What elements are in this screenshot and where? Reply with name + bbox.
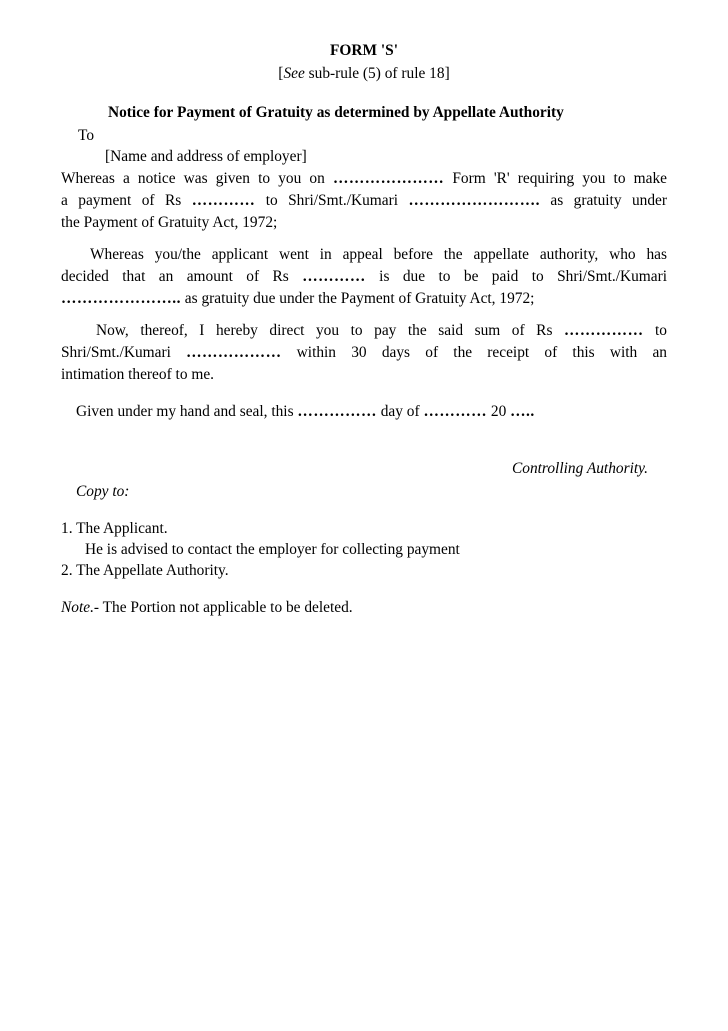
para1-line2 [61,190,667,212]
blank-day: …………… [297,403,377,420]
given-text: 20 [490,403,507,420]
given-text: day of [380,403,420,420]
blank-amount: …………… [564,322,644,339]
para3-line1 [96,320,667,342]
copy-item-1: 1. The Applicant. [61,520,168,537]
blank-month: ………… [423,403,488,420]
para1-text: to Shri/Smt./Kumari [265,192,398,209]
para1-text: Whereas a notice was given to you on [61,170,325,187]
subrule-reference [0,63,728,85]
para2-line2 [61,266,667,288]
given-text: Given under my hand and seal, this [76,403,294,420]
blank-payee: ……………………. [408,192,540,209]
para1-text: Form 'R' requiring you to make [452,170,667,187]
note-text: The Portion not applicable to be deleted. [99,599,353,616]
para2-text: is due to be paid to Shri/Smt./Kumari [379,268,667,285]
copy-to-label: Copy to: [76,483,130,500]
note-label: Note.- [61,599,100,616]
copy-item-1-note: He is advised to contact the employer for collecting payment [85,541,460,558]
blank-payee: ………………….. [61,290,181,307]
blank-notice-date: ………………… [332,170,445,187]
subrule-see: See [283,65,305,82]
blank-year: ….. [510,403,535,420]
para2-line3 [61,288,534,310]
para2-line1: Whereas you/the applicant went in appeal before the appellate authority, who has [90,246,667,263]
subrule-open: [ [278,65,284,82]
para3-line3: intimation thereof to me. [61,366,215,383]
address-to: To [78,127,95,144]
para3-line2 [61,342,667,364]
blank-amount: ………… [302,268,366,285]
para1-line3: the Payment of Gratuity Act, 1972; [61,214,278,231]
para1-text: as gratuity under [550,192,668,209]
employer-placeholder: [Name and address of employer] [105,148,307,165]
para2-text: decided that an amount of Rs [61,268,289,285]
para2-text: as gratuity due under the Payment of Gratuity Act, 1972; [184,290,535,307]
form-title: FORM 'S' [330,42,398,59]
para1-text: a payment of Rs [61,192,182,209]
para1-line1 [61,168,667,190]
para3-text: to [655,322,667,339]
given-line [76,401,535,423]
para3-text: within 30 days of the receipt of this with an [296,344,667,361]
subrule-rest: sub-rule (5) of rule 18] [308,65,450,82]
blank-payee: ……………… [186,344,282,361]
blank-amount: ………… [191,192,256,209]
para3-text: Shri/Smt./Kumari [61,344,171,361]
para3-text: Now, thereof, I hereby direct you to pay the said sum of Rs [96,322,553,339]
note-line [61,597,353,619]
controlling-authority: Controlling Authority. [512,460,648,477]
copy-item-2: 2. The Appellate Authority. [61,562,229,579]
notice-title: Notice for Payment of Gratuity as determined by Appellate Authority [108,104,564,121]
